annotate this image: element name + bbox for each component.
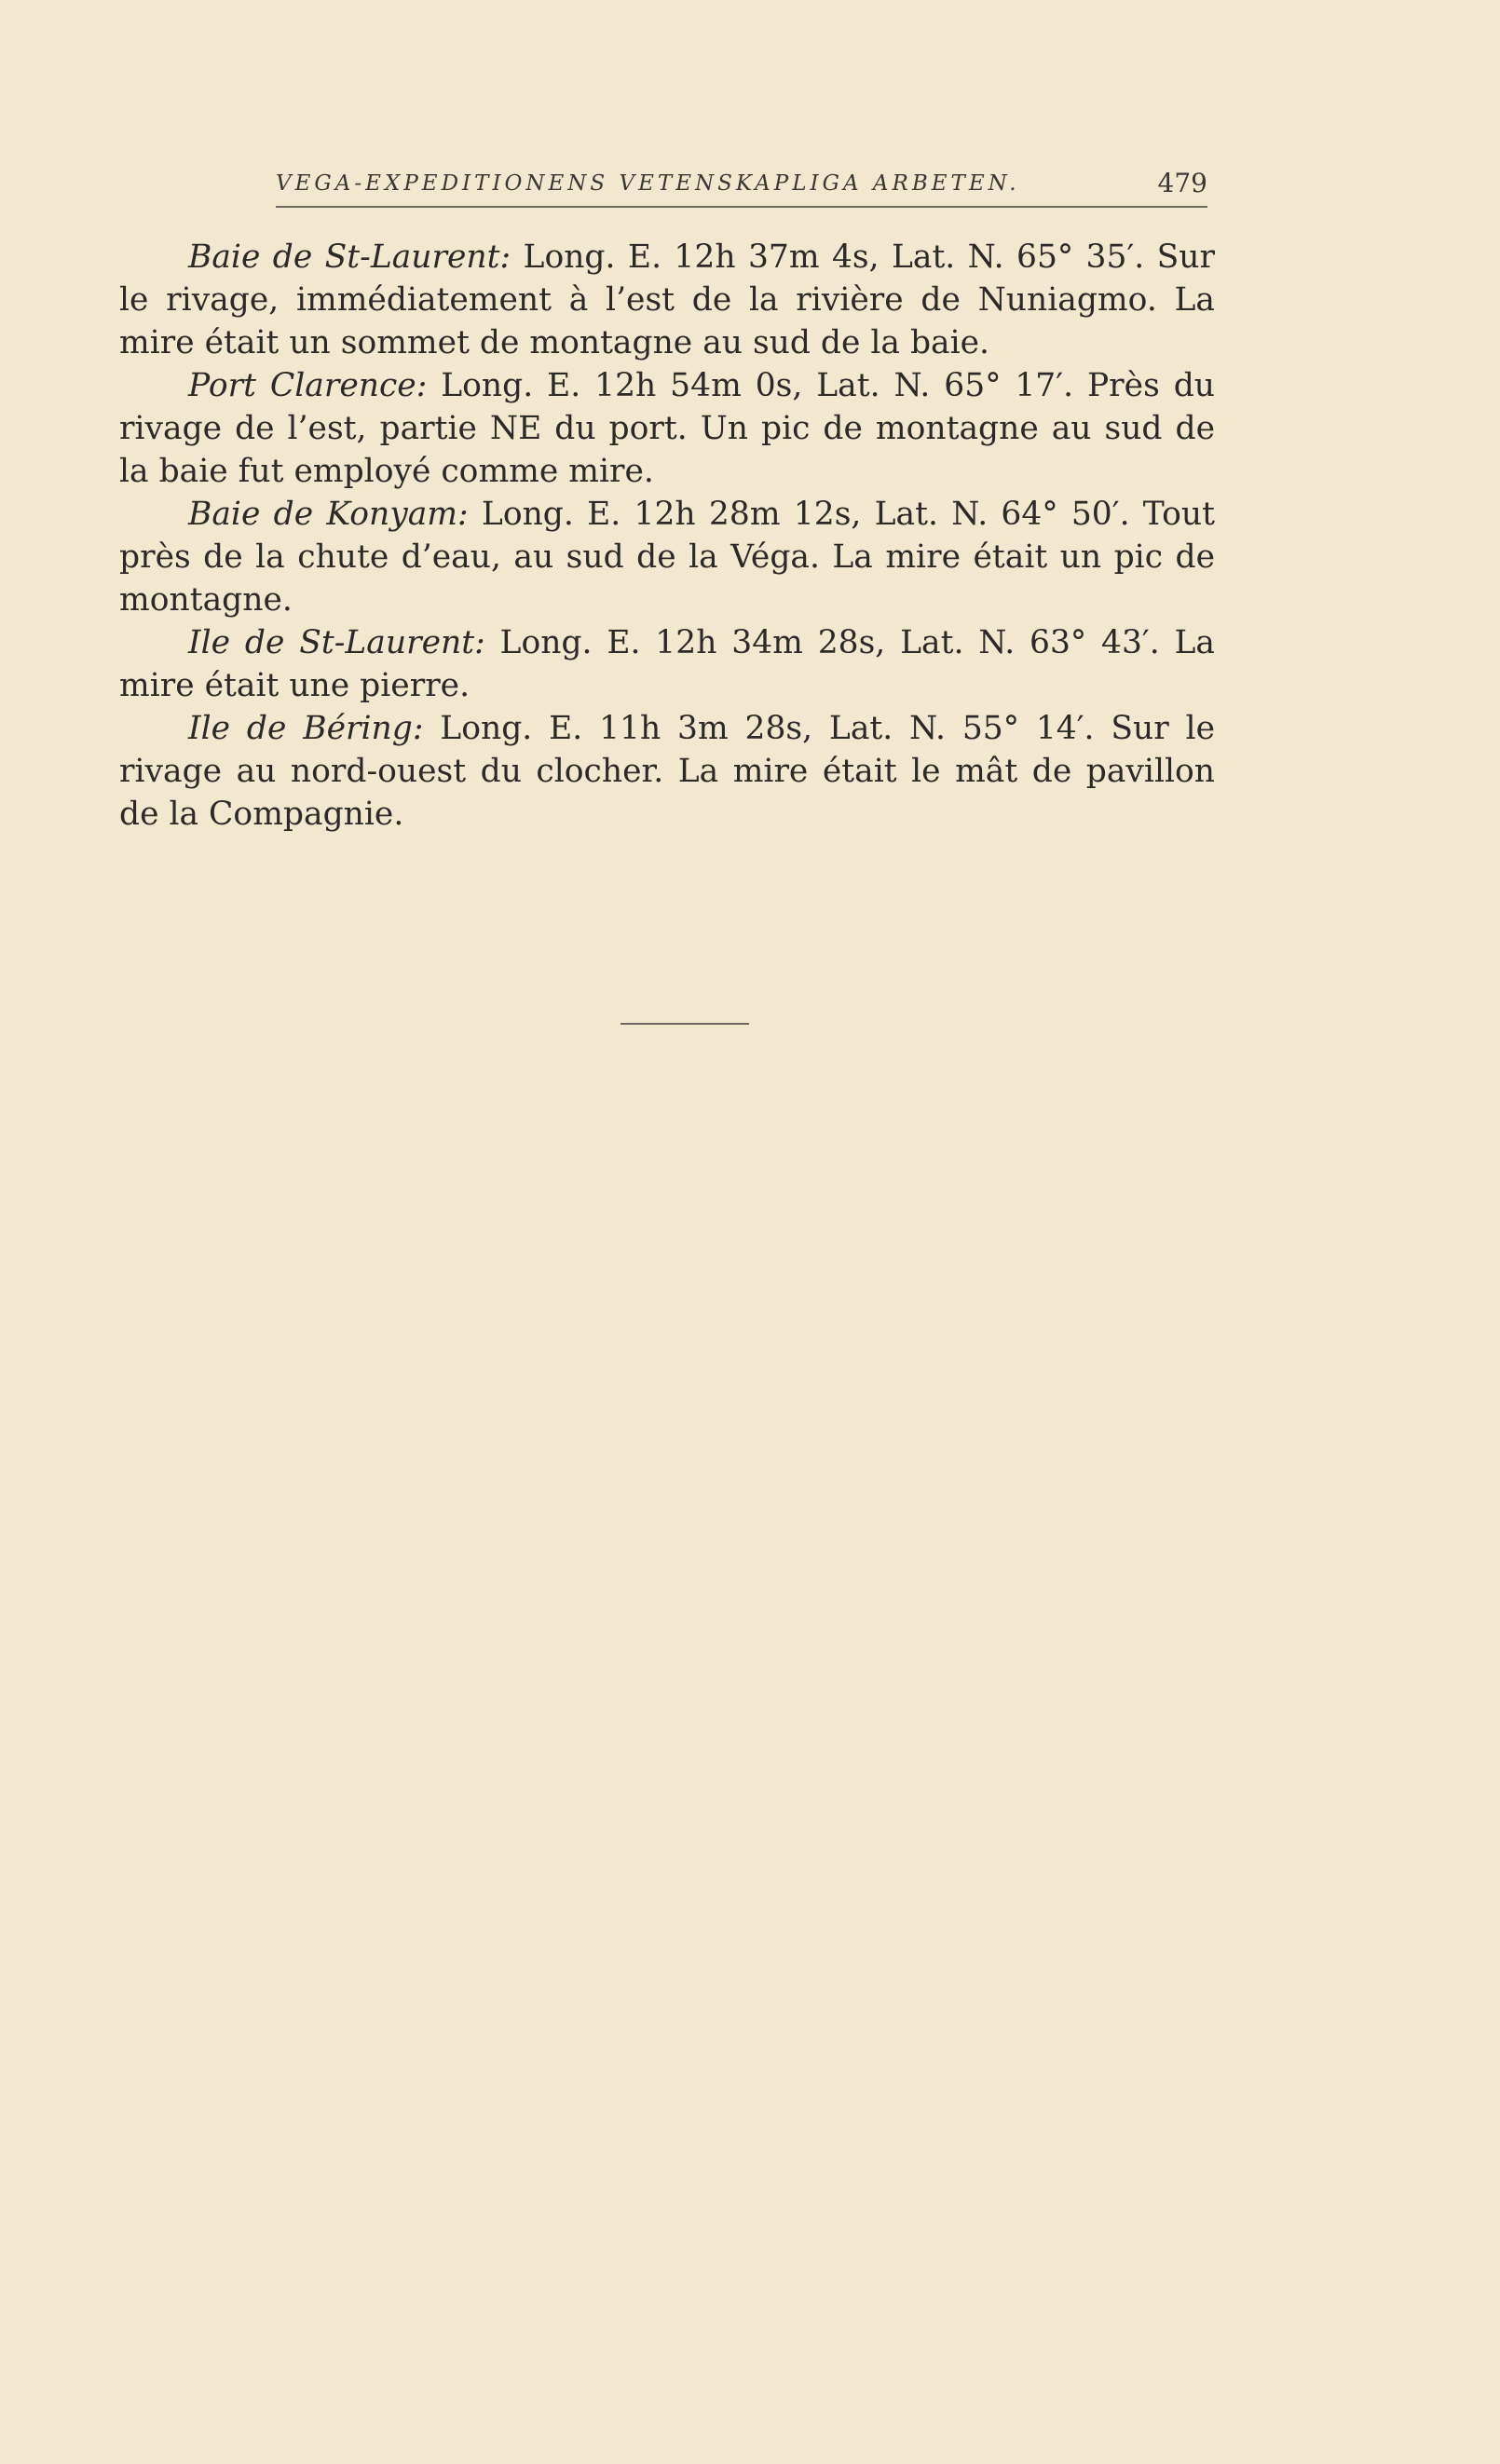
station-description: Long. E. 12h 37m 4s, Lat. N. 65° 35′. Sur le rivage, immédiatement à l’est de la rivière de Nuniagmo. La mire était un sommet de montagne au sud de la baie. — [119, 238, 1215, 361]
station-name: Baie de Konyam: — [188, 496, 469, 533]
page-header — [276, 168, 1207, 214]
header-rule — [276, 206, 1207, 208]
station-description: Long. E. 12h 34m 28s, Lat. N. 63° 43′. La mire était une pierre. — [119, 624, 1215, 704]
station-entry-port-clarence — [119, 364, 1215, 493]
station-name: Baie de St-Laurent: — [188, 238, 511, 276]
page-number: 479 — [1157, 168, 1207, 198]
station-entry-konyam-bay — [119, 493, 1215, 621]
station-name: Ile de Béring: — [188, 710, 424, 747]
station-description: Long. E. 12h 54m 0s, Lat. N. 65° 17′. Près du rivage de l’est, partie NE du port. Un pic de montagne au sud de la baie fut employé comme mire. — [119, 367, 1215, 490]
section-end-rule — [620, 1023, 749, 1025]
page-body — [119, 236, 1215, 836]
station-entry-st-laurent-island — [119, 621, 1215, 707]
station-entry-st-laurent-bay — [119, 236, 1215, 364]
station-name: Ile de St-Laurent: — [188, 624, 485, 661]
station-entry-bering-island — [119, 707, 1215, 836]
station-description: Long. E. 11h 3m 28s, Lat. N. 55° 14′. Sur le rivage au nord-ouest du clocher. La mire était le mât de pavillon de la Compagnie. — [119, 710, 1215, 833]
station-description: Long. E. 12h 28m 12s, Lat. N. 64° 50′. Tout près de la chute d’eau, au sud de la Véga. La mire était un pic de montagne. — [119, 496, 1215, 619]
station-name: Port Clarence: — [188, 367, 428, 404]
running-title: VEGA-EXPEDITIONENS VETENSKAPLIGA ARBETEN. — [276, 171, 1020, 196]
